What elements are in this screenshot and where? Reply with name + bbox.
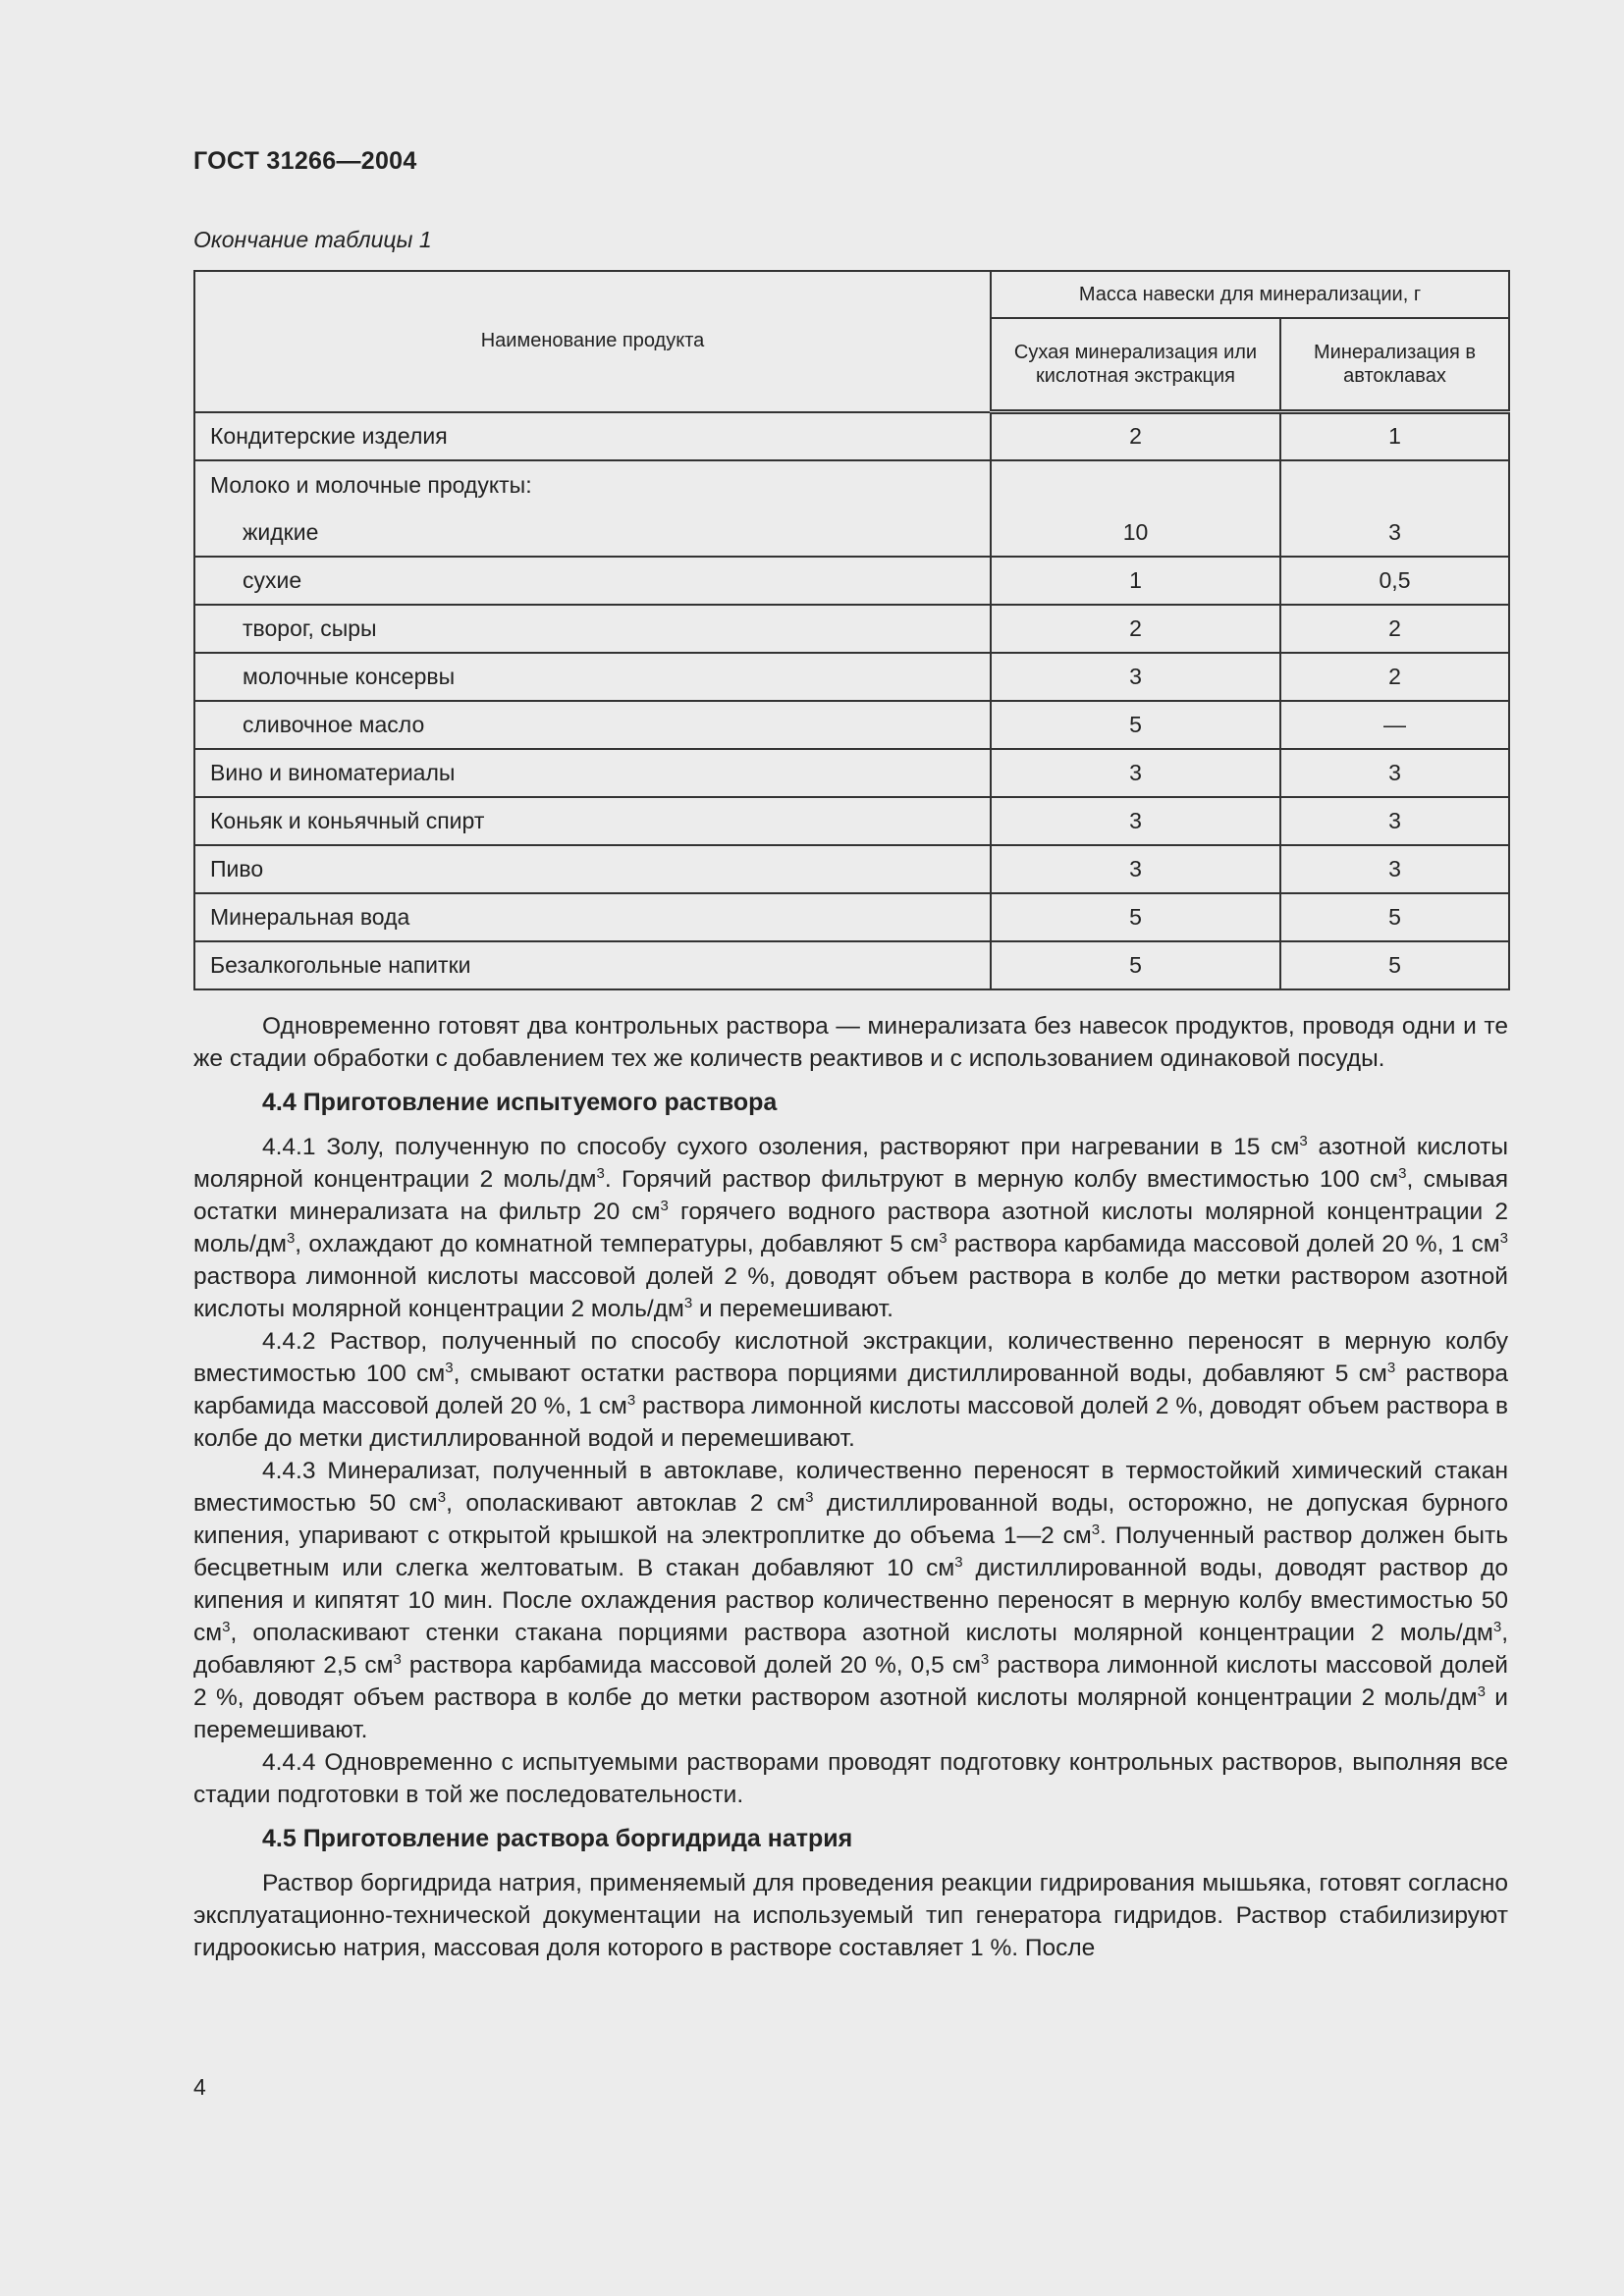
table-row	[194, 653, 1509, 701]
product-mass-table	[193, 270, 1510, 990]
row-name: творог, сыры	[194, 605, 991, 653]
paragraph-4-5: Раствор боргидрида натрия, применяемый для проведения реакции гидрирования мышьяка, готовят согласно эксплуатационно-технической документации на используемый тип генератора гидридов. Раствор стабилизируют гидроокисью натрия, массовая доля которого в растворе составляет 1 %. После	[193, 1870, 1508, 1961]
row-dry-value: 1	[991, 557, 1280, 605]
row-name: Безалкогольные напитки	[194, 941, 991, 989]
col-header-mass-group: Масса навески для минерализации, г	[991, 271, 1509, 318]
document-code: ГОСТ 31266—2004	[193, 147, 417, 175]
row-sub-name: жидкие	[243, 518, 319, 545]
row-autoclave-value: 3	[1388, 518, 1401, 545]
intro-paragraph: Одновременно готовят два контрольных раствора — минерализата без навесок продуктов, проводя одни и те же стадии обработки с добавлением тех же количеств реактивов и с использованием одинаковой посуды.	[193, 1013, 1508, 1072]
row-autoclave-value: 2	[1280, 605, 1509, 653]
col-header-dry-mineralization: Сухая минерализация или кислотная экстракция	[991, 318, 1280, 412]
paragraph-4-4-4: 4.4.4 Одновременно с испытуемыми растворами проводят подготовку контрольных растворов, выполняя все стадии подготовки в той же последовательности.	[193, 1749, 1508, 1808]
paragraph-4-4-2: 4.4.2 Раствор, полученный по способу кислотной экстракции, количественно переносят в мерную колбу вместимостью 100 $см^3$, смывают остатки раствора порциями дистиллированной воды, добавляют 5 $см^3$ раствора карбамида массовой долей 20 %, 1 $см^3$ раствора лимонной кислоты массовой долей 2 %, доводят объем раствора в колбе до метки дистиллированной водой и перемешивают.	[193, 1328, 1509, 1452]
table-row	[194, 941, 1509, 989]
paragraph-4-4-3: 4.4.3 Минерализат, полученный в автоклаве, количественно переносят в термостойкий химический стакан вместимостью 50 $см^3$, ополаскивают автоклав 2 $см^3$ дистиллированной воды, осторожно, не допуская бурного кипения, упаривают с открытой крышкой на электроплитке до объема 1—2 $см^3$. Полученный раствор должен быть бесцветным или слегка желтоватым. В стакан добавляют 10 $см^3$ дистиллированной воды, доводят раствор до кипения и кипятят 10 мин. После охлаждения раствор количественно переносят в мерную колбу вместимостью 50 $см^3$, ополаскивают стенки стакана порциями раствора азотной кислоты молярной концентрации 2 моль/$дм^3$, добавляют 2,5 $см^3$ раствора карбамида массовой долей 20 %, 0,5 $см^3$ раствора лимонной кислоты массовой долей 2 %, доводят объем раствора в колбе до метки раствором азотной кислоты молярной концентрации 2 моль/$дм^3$ и перемешивают.	[193, 1458, 1509, 1743]
table-row	[194, 460, 1509, 557]
row-name: молочные консервы	[194, 653, 991, 701]
table-row	[194, 845, 1509, 893]
page-number: 4	[193, 2074, 206, 2100]
row-name: сливочное масло	[194, 701, 991, 749]
row-dry-value: 2	[991, 605, 1280, 653]
row-dry-value: 3	[991, 845, 1280, 893]
row-autoclave-value: 2	[1280, 653, 1509, 701]
row-autoclave-value: —	[1280, 701, 1509, 749]
row-dry-value: 5	[991, 893, 1280, 941]
row-autoclave-value: 5	[1280, 893, 1509, 941]
row-dry-value: 2	[991, 412, 1280, 460]
section-4-5-heading: 4.5 Приготовление раствора боргидрида натрия	[262, 1825, 853, 1852]
row-dry-value: 3	[991, 653, 1280, 701]
table-row	[194, 412, 1509, 460]
row-name: Коньяк и коньячный спирт	[194, 797, 991, 845]
row-autoclave-value: 3	[1280, 797, 1509, 845]
body-text	[193, 1010, 1508, 1964]
row-autoclave-value: 3	[1280, 749, 1509, 797]
row-group-name: Молоко и молочные продукты:	[210, 471, 532, 498]
section-4-4-heading: 4.4 Приготовление испытуемого раствора	[262, 1089, 778, 1116]
row-dry-value: 5	[991, 701, 1280, 749]
row-name: Минеральная вода	[194, 893, 991, 941]
row-dry-value: 5	[991, 941, 1280, 989]
paragraph-4-4-1: 4.4.1 Золу, полученную по способу сухого озоления, растворяют при нагревании в 15 $см^3$ азотной кислоты молярной концентрации 2 моль/$дм^3$. Горячий раствор фильтруют в мерную колбу вместимостью 100 $см^3$, смывая остатки минерализата на фильтр 20 $см^3$ горячего водного раствора азотной кислоты молярной концентрации 2 моль/$дм^3$, охлаждают до комнатной температуры, добавляют 5 $см^3$ раствора карбамида массовой долей 20 %, 1 $см^3$ раствора лимонной кислоты массовой долей 2 %, доводят объем раствора в колбе до метки раствором азотной кислоты молярной концентрации 2 моль/$дм^3$ и перемешивают.	[193, 1133, 1509, 1322]
table-caption: Окончание таблицы 1	[193, 227, 432, 252]
row-dry-value: 3	[991, 797, 1280, 845]
row-name: сухие	[194, 557, 991, 605]
row-autoclave-value: 3	[1280, 845, 1509, 893]
row-group-cell	[194, 460, 991, 557]
table-row	[194, 749, 1509, 797]
table-row	[194, 893, 1509, 941]
table-row	[194, 557, 1509, 605]
table-row	[194, 605, 1509, 653]
row-autoclave-value: 0,5	[1280, 557, 1509, 605]
row-name: Пиво	[194, 845, 991, 893]
row-dry-cell	[991, 460, 1280, 557]
row-autoclave-value: 5	[1280, 941, 1509, 989]
col-header-product-name: Наименование продукта	[194, 271, 991, 412]
row-autoclave-cell	[1280, 460, 1509, 557]
table-row	[194, 797, 1509, 845]
row-autoclave-value: 1	[1280, 412, 1509, 460]
table-row	[194, 701, 1509, 749]
row-dry-value: 3	[991, 749, 1280, 797]
row-dry-value: 10	[1122, 518, 1149, 545]
row-name: Вино и виноматериалы	[194, 749, 991, 797]
col-header-autoclave: Минерализация в автоклавах	[1280, 318, 1509, 412]
row-name: Кондитерские изделия	[194, 412, 991, 460]
